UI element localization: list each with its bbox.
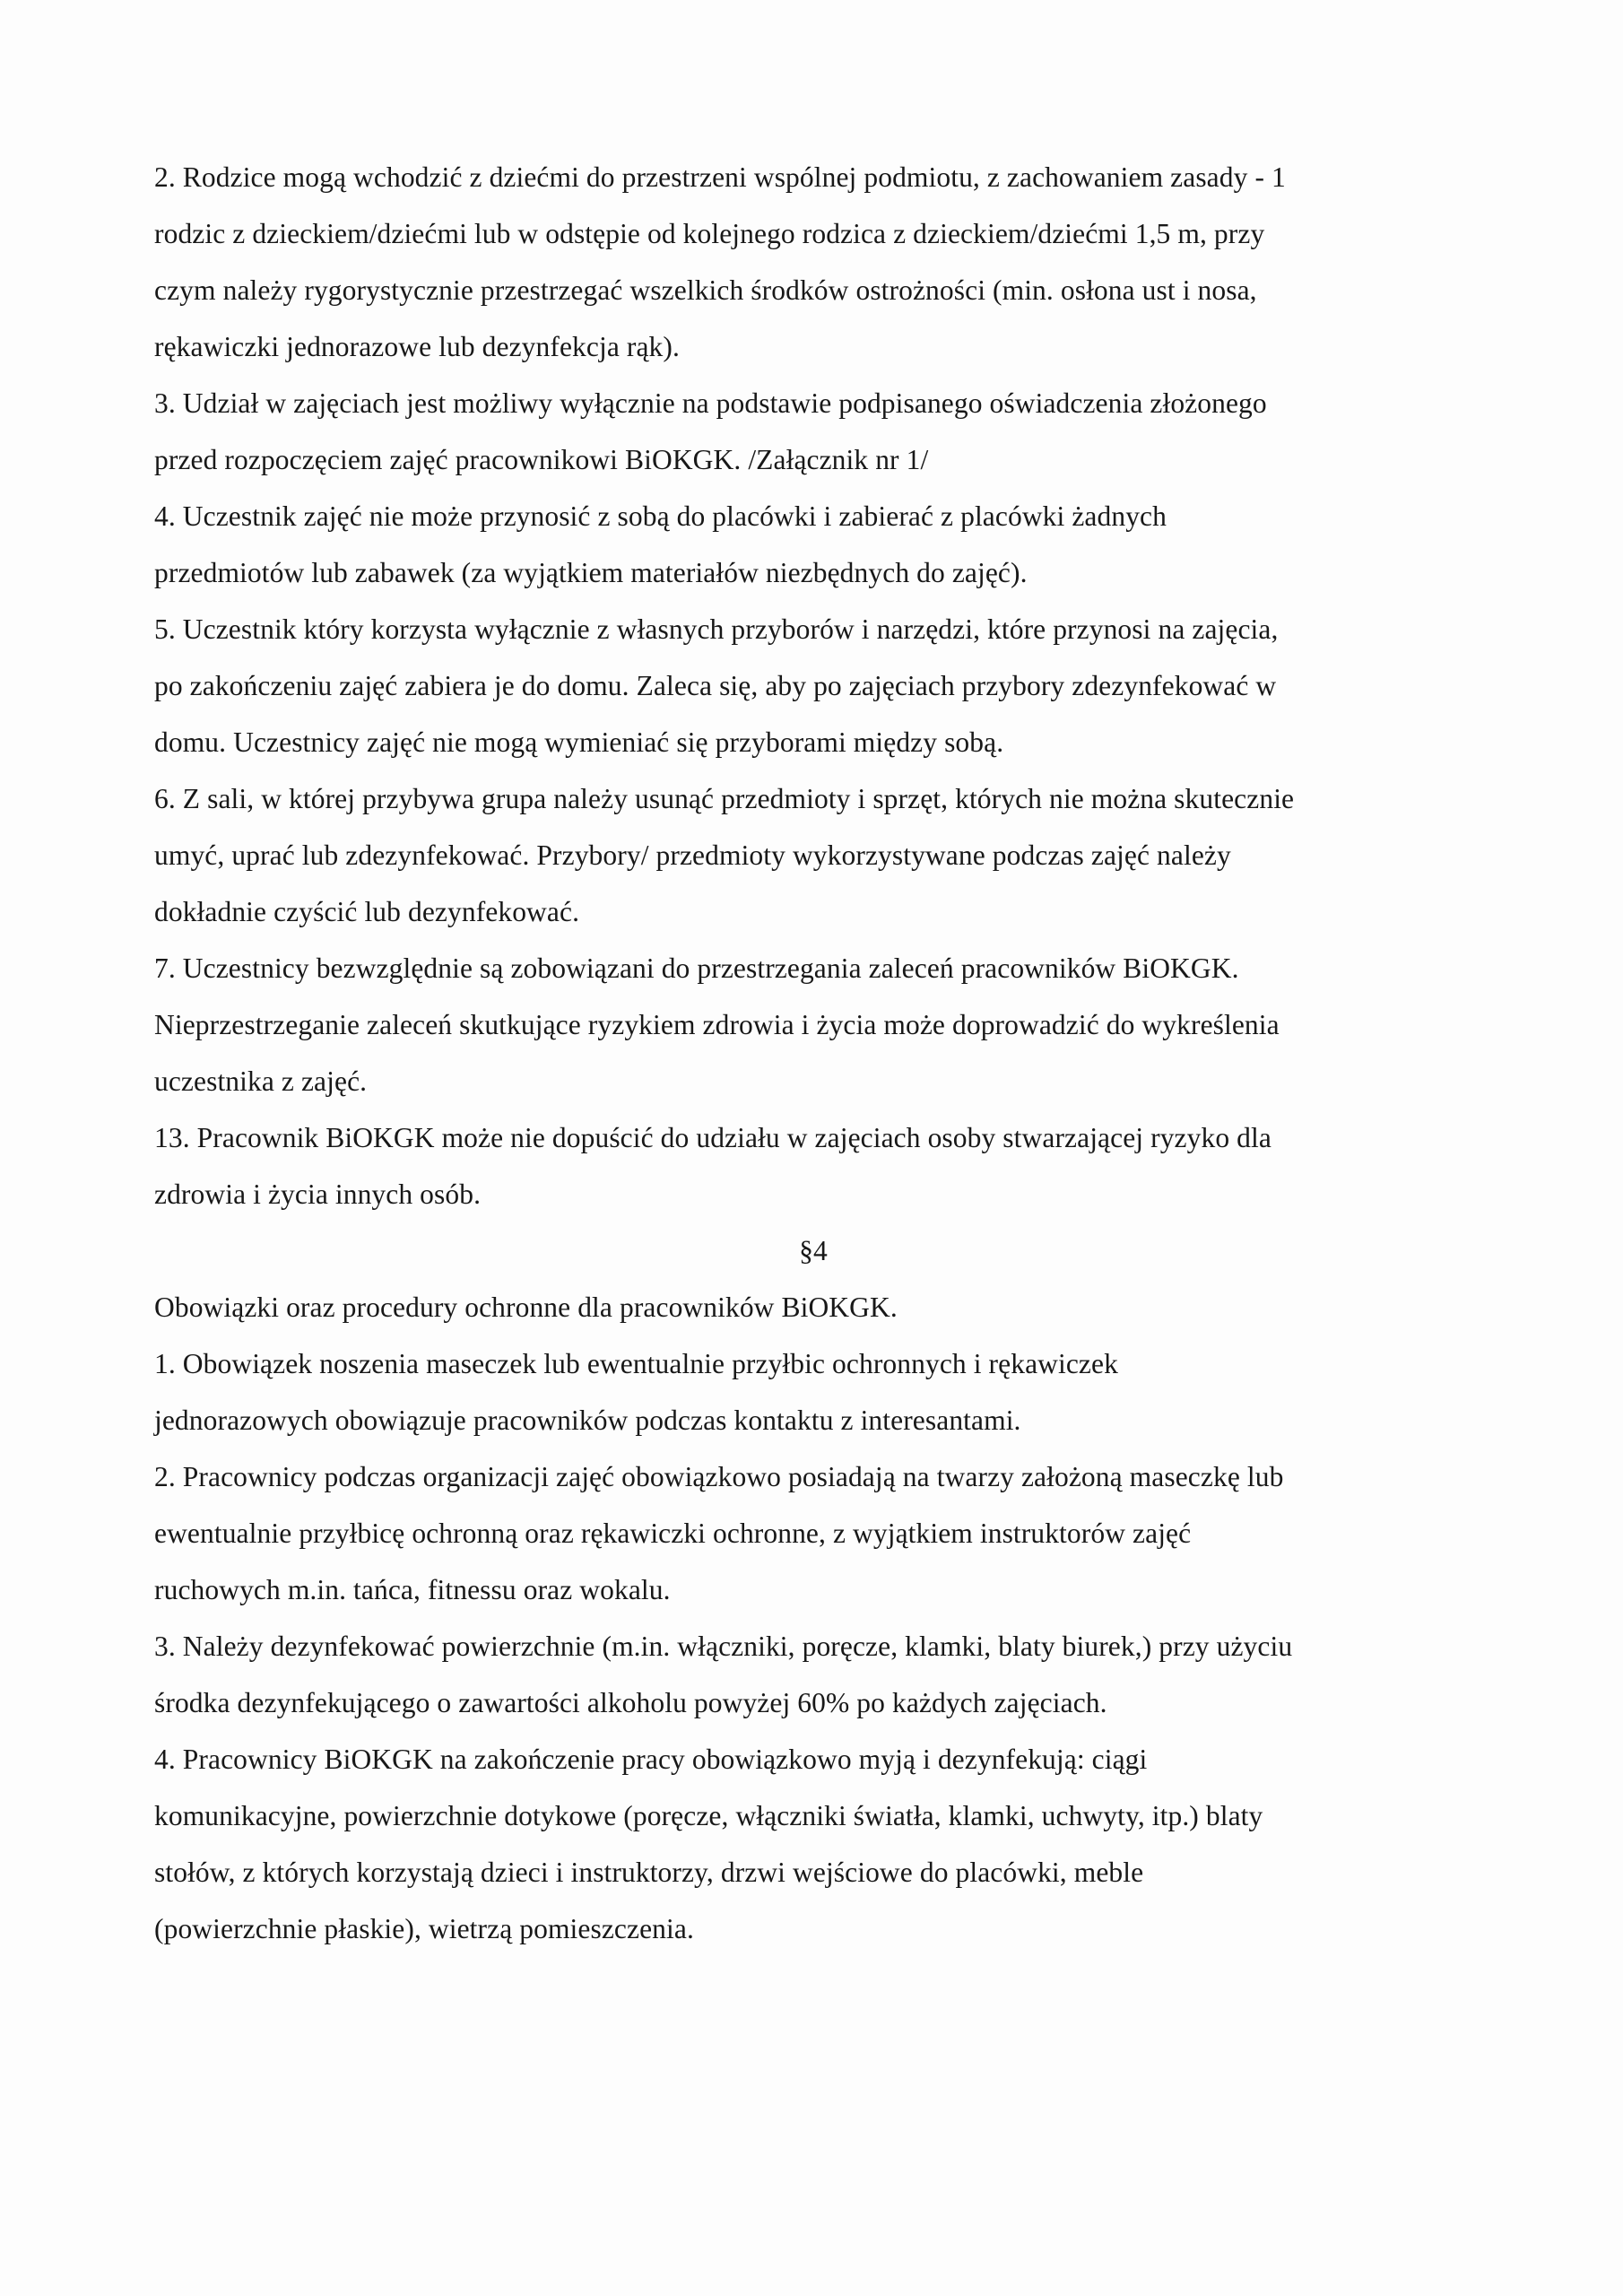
text-line: domu. Uczestnicy zajęć nie mogą wymieniać się przyborami między sobą. [154, 726, 1004, 758]
text-line: 3. Należy dezynfekować powierzchnie (m.in. włączniki, poręcze, klamki, blaty biurek,) przy użyciu [154, 1631, 1293, 1662]
text-line: 4. Pracownicy BiOKGK na zakończenie pracy obowiązkowo myją i dezynfekują: ciągi [154, 1744, 1148, 1775]
text-line: po zakończeniu zajęć zabiera je do domu. Zaleca się, aby po zajęciach przybory zdezynfekować w [154, 670, 1277, 701]
section4-item-2 [154, 1448, 1472, 1618]
text-line: 2. Rodzice mogą wchodzić z dziećmi do przestrzeni wspólnej podmiotu, z zachowaniem zasady - 1 [154, 161, 1286, 193]
text-line: przedmiotów lub zabawek (za wyjątkiem materiałów niezbędnych do zajęć). [154, 557, 1028, 588]
list-item-3 [154, 375, 1472, 488]
text-line: komunikacyjne, powierzchnie dotykowe (poręcze, włączniki światła, klamki, uchwyty, itp.) blaty [154, 1800, 1263, 1831]
text-line: 1. Obowiązek noszenia maseczek lub ewentualnie przyłbic ochronnych i rękawiczek [154, 1348, 1118, 1379]
text-line: ruchowych m.in. tańca, fitnessu oraz wokalu. [154, 1574, 671, 1605]
text-line: uczestnika z zajęć. [154, 1065, 368, 1097]
section4-item-4 [154, 1731, 1472, 1957]
text-line: 7. Uczestnicy bezwzględnie są zobowiązani do przestrzegania zaleceń pracowników BiOKGK. [154, 952, 1239, 984]
text-line: §4 [799, 1235, 828, 1266]
list-item-6 [154, 770, 1472, 940]
section-subtitle [154, 1279, 1472, 1335]
text-line: Obowiązki oraz procedury ochronne dla pracowników BiOKGK. [154, 1292, 898, 1323]
text-line: umyć, uprać lub zdezynfekować. Przybory/ przedmioty wykorzystywane podczas zajęć należy [154, 839, 1231, 871]
text-line: 4. Uczestnik zajęć nie może przynosić z sobą do placówki i zabierać z placówki żadnych [154, 500, 1167, 532]
list-item-4 [154, 488, 1472, 601]
text-line: przed rozpoczęciem zajęć pracownikowi BiOKGK. /Załącznik nr 1/ [154, 444, 929, 475]
text-line: stołów, z których korzystają dzieci i instruktorzy, drzwi wejściowe do placówki, meble [154, 1857, 1144, 1888]
text-line: 6. Z sali, w której przybywa grupa należy usunąć przedmioty i sprzęt, których nie można skutecznie [154, 783, 1295, 814]
text-line: (powierzchnie płaskie), wietrzą pomieszczenia. [154, 1913, 694, 1944]
text-line: środka dezynfekującego o zawartości alkoholu powyżej 60% po każdych zajęciach. [154, 1687, 1107, 1718]
list-item-5 [154, 601, 1472, 770]
text-line: 3. Udział w zajęciach jest możliwy wyłącznie na podstawie podpisanego oświadczenia złożonego [154, 387, 1267, 419]
section4-item-3 [154, 1618, 1472, 1731]
list-item-7 [154, 940, 1472, 1109]
document-content [154, 149, 1472, 1957]
text-line: 13. Pracownik BiOKGK może nie dopuścić do udziału w zajęciach osoby stwarzającej ryzyko dla [154, 1122, 1271, 1153]
text-line: zdrowia i życia innych osób. [154, 1178, 482, 1210]
text-line: jednorazowych obowiązuje pracowników podczas kontaktu z interesantami. [154, 1405, 1021, 1436]
text-line: czym należy rygorystycznie przestrzegać wszelkich środków ostrożności (min. osłona ust i nosa, [154, 274, 1257, 306]
text-line: Nieprzestrzeganie zaleceń skutkujące ryzykiem zdrowia i życia może doprowadzić do wykreślenia [154, 1009, 1280, 1040]
section4-item-1 [154, 1335, 1472, 1448]
list-item-13 [154, 1109, 1472, 1222]
text-line: dokładnie czyścić lub dezynfekować. [154, 896, 580, 927]
text-line: rękawiczki jednorazowe lub dezynfekcja rąk). [154, 331, 680, 362]
text-line: rodzic z dzieckiem/dziećmi lub w odstępie od kolejnego rodzica z dzieckiem/dziećmi 1,5 m, przy [154, 218, 1265, 249]
text-line: 2. Pracownicy podczas organizacji zajęć obowiązkowo posiadają na twarzy założoną maseczkę lub [154, 1461, 1284, 1492]
text-line: 5. Uczestnik który korzysta wyłącznie z własnych przyborów i narzędzi, które przynosi na zajęcia, [154, 613, 1279, 645]
text-line: ewentualnie przyłbicę ochronną oraz rękawiczki ochronne, z wyjątkiem instruktorów zajęć [154, 1518, 1192, 1549]
list-item-2 [154, 149, 1472, 375]
section-heading [154, 1222, 1472, 1279]
